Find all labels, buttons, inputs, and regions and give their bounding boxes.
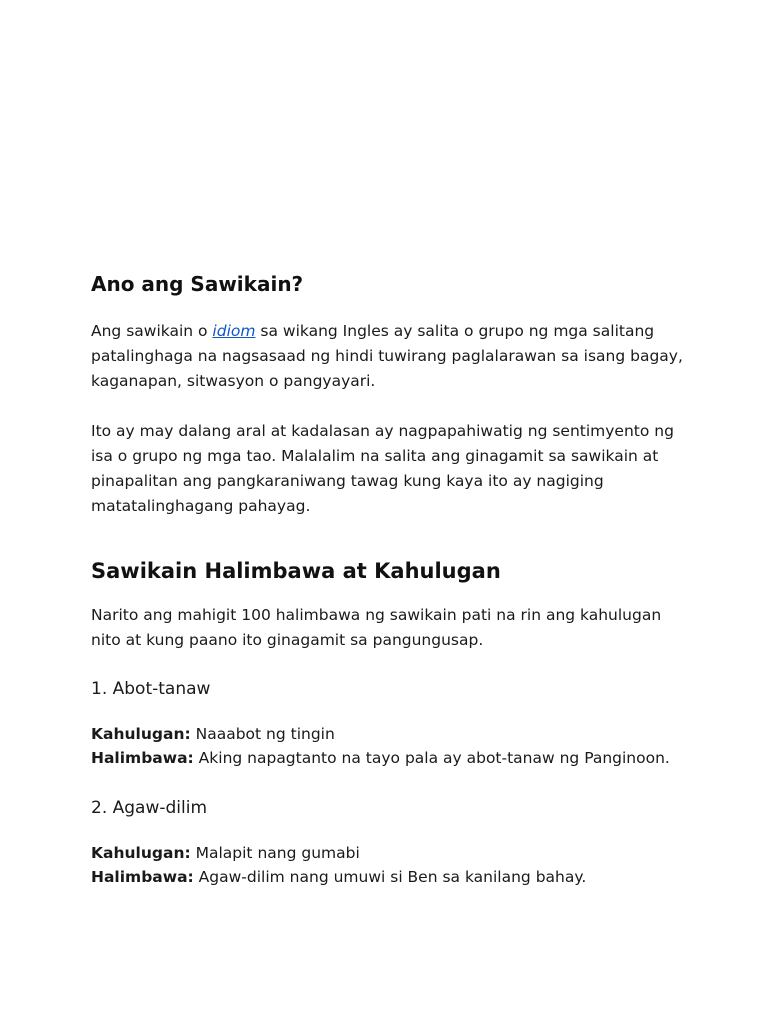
example-line xyxy=(91,865,691,889)
paragraph-definition xyxy=(91,319,691,394)
example-line xyxy=(91,746,691,770)
heading-halimbawa-kahulugan: Sawikain Halimbawa at Kahulugan xyxy=(91,559,501,583)
item-definition-abot-tanaw xyxy=(91,722,691,770)
item-title-abot-tanaw: 1. Abot-tanaw xyxy=(91,679,211,699)
item-definition-agaw-dilim xyxy=(91,841,691,889)
meaning-text: Malapit nang gumabi xyxy=(190,844,360,862)
heading-ano-ang-sawikain: Ano ang Sawikain? xyxy=(91,272,304,296)
meaning-line xyxy=(91,841,691,865)
item-title-agaw-dilim: 2. Agaw-dilim xyxy=(91,798,208,818)
example-label: Halimbawa: xyxy=(91,749,194,767)
paragraph-definition-start: Ang sawikain o xyxy=(91,322,213,340)
paragraph-description: Ito ay may dalang aral at kadalasan ay nagpapahiwatig ng sentimyento ng isa o grupo ng mga tao. Malalalim na salita ang ginagamit sa sawikain at pinapalitan ang pangkaraniwang tawag kung kaya ito ay nagiging matatalinghagang pahayag. xyxy=(91,422,674,515)
example-text: Aking napagtanto na tayo pala ay abot-tanaw ng Panginoon. xyxy=(193,749,670,767)
example-text: Agaw-dilim nang umuwi si Ben sa kanilang bahay. xyxy=(193,868,587,886)
meaning-line xyxy=(91,722,691,746)
meaning-label: Kahulugan: xyxy=(91,844,191,862)
paragraph-definition-rest: sa wikang Ingles ay salita o grupo ng mga salitang patalinghaga na nagsasaad ng hindi tuwirang paglalarawan sa isang bagay, kaganapan, sitwasyon o pangyayari. xyxy=(91,322,683,390)
example-label: Halimbawa: xyxy=(91,868,194,886)
document-page xyxy=(91,270,691,889)
paragraph-intro: Narito ang mahigit 100 halimbawa ng sawikain pati na rin ang kahulugan nito at kung paano ito ginagamit sa pangungusap. xyxy=(91,606,662,649)
meaning-text: Naaabot ng tingin xyxy=(190,725,335,743)
idiom-link[interactable]: idiom xyxy=(212,322,256,340)
meaning-label: Kahulugan: xyxy=(91,725,191,743)
